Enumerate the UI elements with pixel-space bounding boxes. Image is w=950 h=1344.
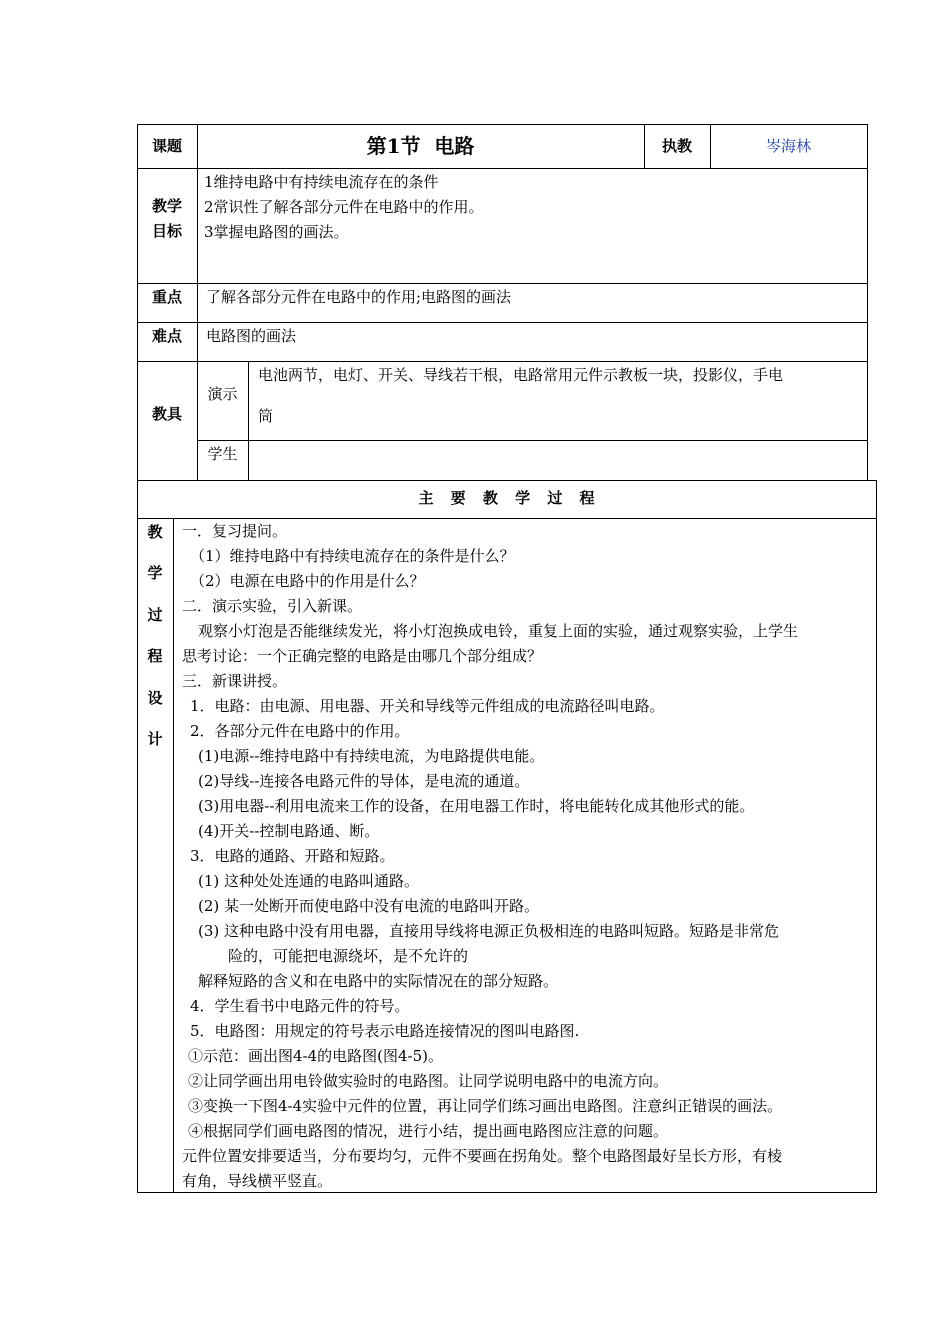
process-line: 观察小灯泡是否能继续发光，将小灯泡换成电铃，重复上面的实验，通过观察实验，上学生 bbox=[198, 622, 799, 640]
teacher-name: 岑海林 bbox=[765, 137, 811, 155]
side-label-char: 设 bbox=[147, 689, 163, 707]
process-line: (1) 这种处处连通的电路叫通路。 bbox=[198, 872, 420, 890]
process-line: 解释短路的含义和在电路中的实际情况在的部分短路。 bbox=[198, 972, 559, 990]
process-line: 4．学生看书中电路元件的符号。 bbox=[190, 997, 410, 1015]
objective-item: 3掌握电路图的画法。 bbox=[204, 223, 349, 241]
objective-item: 1维持电路中有持续电流存在的条件 bbox=[204, 173, 439, 191]
table-rule bbox=[137, 283, 868, 284]
process-line: 1．电路：由电源、用电器、开关和导线等元件组成的电流路径叫电路。 bbox=[190, 697, 665, 715]
process-line: 5．电路图：用规定的符号表示电路连接情况的图叫电路图. bbox=[190, 1022, 580, 1040]
equipment-sub-rule bbox=[248, 361, 249, 480]
lesson-title: 第1节 电路 bbox=[366, 134, 475, 158]
process-line: 3．电路的通路、开路和短路。 bbox=[190, 847, 395, 865]
demo-label: 演示 bbox=[207, 385, 238, 403]
difficulty-text: 电路图的画法 bbox=[206, 327, 297, 345]
process-line: ①示范：画出图4-4的电路图(图4-5)。 bbox=[188, 1047, 444, 1065]
side-label-char: 过 bbox=[147, 606, 163, 624]
process-side-rule bbox=[173, 518, 174, 1193]
teacher-label: 执教 bbox=[661, 137, 692, 155]
objective-item: 2常识性了解各部分元件在电路中的作用。 bbox=[204, 198, 484, 216]
process-border-top bbox=[137, 480, 876, 481]
key-point-label: 重点 bbox=[151, 288, 182, 306]
demo-text-line: 电池两节，电灯、开关、导线若干根，电路常用元件示教板一块，投影仪，手电 bbox=[258, 366, 784, 384]
side-label-char: 学 bbox=[147, 564, 163, 582]
process-line: ④根据同学们画电路图的情况，进行小结，提出画电路图应注意的问题。 bbox=[188, 1122, 669, 1140]
process-line: 险的，可能把电源绕坏，是不允许的 bbox=[228, 947, 469, 965]
process-line: (2)导线--连接各电路元件的导体，是电流的通道。 bbox=[198, 772, 530, 790]
side-label-char: 程 bbox=[147, 647, 163, 665]
process-line: （2）电源在电路中的作用是什么？ bbox=[190, 572, 425, 590]
process-line: 有角，导线横平竖直。 bbox=[182, 1172, 333, 1190]
difficulty-label: 难点 bbox=[151, 327, 182, 345]
table-border-right bbox=[867, 124, 868, 480]
process-line: （1）维持电路中有持续电流存在的条件是什么？ bbox=[190, 547, 515, 565]
table-border-top bbox=[137, 124, 868, 125]
side-label-char: 计 bbox=[147, 730, 163, 748]
process-line: ③变换一下图4-4实验中元件的位置，再让同学们练习画出电路图。注意纠正错误的画法。 bbox=[188, 1097, 783, 1115]
table-rule bbox=[137, 322, 868, 323]
table-rule bbox=[197, 440, 868, 441]
process-line: (2) 某一处断开而使电路中没有电流的电路叫开路。 bbox=[198, 897, 540, 915]
process-line: (4)开关--控制电路通、断。 bbox=[198, 822, 380, 840]
process-line: (1)电源--维持电路中有持续电流，为电路提供电能。 bbox=[198, 747, 545, 765]
process-line: 三．新课讲授。 bbox=[182, 672, 288, 690]
side-label-char: 教 bbox=[147, 523, 163, 541]
label-column-rule bbox=[197, 124, 198, 480]
process-line: 思考讨论：一个正确完整的电路是由哪几个部分组成？ bbox=[182, 647, 543, 665]
topic-label: 课题 bbox=[151, 137, 182, 155]
process-border-right bbox=[876, 480, 877, 1193]
process-border-left bbox=[137, 480, 138, 1193]
process-line: (3) 这种电路中没有用电器，直接用导线将电源正负极相连的电路叫短路。短路是非常危 bbox=[198, 922, 780, 940]
table-rule bbox=[137, 168, 868, 169]
process-line: 二．演示实验，引入新课。 bbox=[182, 597, 363, 615]
process-line: 元件位置安排要适当，分布要均匀，元件不要画在拐角处。整个电路图最好呈长方形，有棱 bbox=[182, 1147, 783, 1165]
process-line: 一．复习提问。 bbox=[182, 522, 288, 540]
process-header: 主 要 教 学 过 程 bbox=[418, 489, 595, 507]
process-line: ②让同学画出用电铃做实验时的电路图。让同学说明电路中的电流方向。 bbox=[188, 1072, 669, 1090]
demo-text-line: 筒 bbox=[258, 407, 274, 425]
process-line: (3)用电器--利用电流来工作的设备，在用电器工作时，将电能转化成其他形式的能。 bbox=[198, 797, 755, 815]
student-label: 学生 bbox=[207, 445, 238, 463]
process-line: 2．各部分元件在电路中的作用。 bbox=[190, 722, 410, 740]
equipment-label: 教具 bbox=[151, 405, 182, 423]
key-point-text: 了解各部分元件在电路中的作用;电路图的画法 bbox=[206, 288, 512, 306]
objectives-label: 教学目标 bbox=[151, 197, 182, 240]
